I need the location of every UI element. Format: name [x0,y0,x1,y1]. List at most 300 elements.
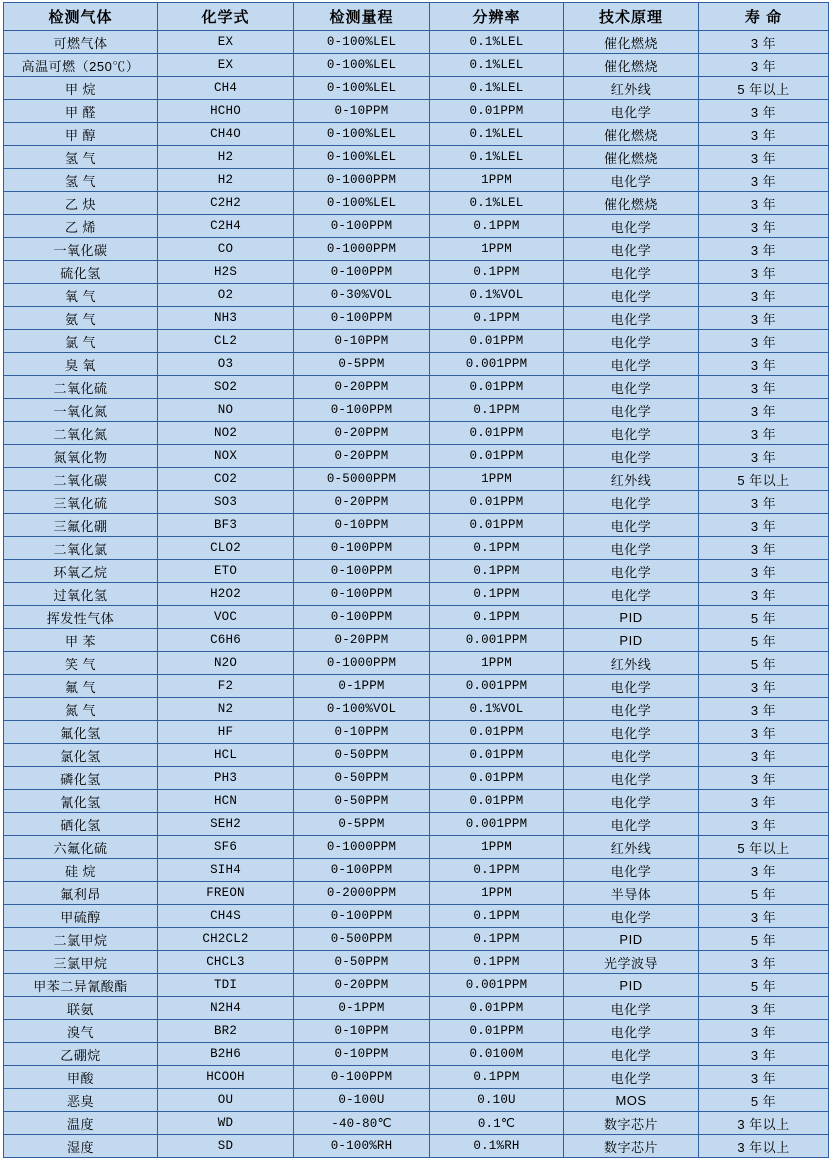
cell-gas: 笑 气 [4,652,158,675]
cell-resolution: 0.1PPM [430,905,564,928]
cell-resolution: 0.1%LEL [430,31,564,54]
cell-principle: 催化燃烧 [564,123,699,146]
cell-lifetime: 3 年 [699,169,829,192]
cell-lifetime: 3 年 [699,767,829,790]
cell-resolution: 0.1℃ [430,1112,564,1135]
table-row [4,238,829,261]
cell-range: 0-1000PPM [294,238,430,261]
cell-range: 0-100%LEL [294,31,430,54]
table-row [4,790,829,813]
table-row [4,169,829,192]
table-header-row [4,3,829,31]
cell-lifetime: 3 年 [699,376,829,399]
table-row [4,882,829,905]
cell-formula: HCL [158,744,294,767]
cell-formula: O3 [158,353,294,376]
cell-lifetime: 3 年 [699,353,829,376]
cell-lifetime: 5 年 [699,882,829,905]
cell-resolution: 0.1PPM [430,560,564,583]
table-body [4,31,829,1158]
table-row [4,284,829,307]
table-row [4,54,829,77]
cell-lifetime: 3 年 [699,422,829,445]
cell-lifetime: 3 年 [699,537,829,560]
cell-formula: H2O2 [158,583,294,606]
cell-resolution: 0.1%LEL [430,77,564,100]
cell-range: 0-100PPM [294,905,430,928]
cell-lifetime: 3 年 [699,1020,829,1043]
cell-principle: 电化学 [564,721,699,744]
cell-resolution: 0.01PPM [430,330,564,353]
cell-formula: N2H4 [158,997,294,1020]
table-row [4,1089,829,1112]
cell-resolution: 0.01PPM [430,721,564,744]
cell-lifetime: 3 年 [699,813,829,836]
table-row [4,744,829,767]
cell-range: 0-50PPM [294,790,430,813]
table-row [4,629,829,652]
cell-gas: 氯 气 [4,330,158,353]
cell-principle: 电化学 [564,307,699,330]
cell-resolution: 0.1%LEL [430,146,564,169]
cell-gas: 甲 醇 [4,123,158,146]
table-row [4,698,829,721]
cell-resolution: 0.1PPM [430,606,564,629]
cell-gas: 氰化氢 [4,790,158,813]
cell-range: 0-50PPM [294,744,430,767]
cell-principle: 电化学 [564,491,699,514]
cell-formula: SF6 [158,836,294,859]
cell-principle: 电化学 [564,376,699,399]
cell-range: 0-100%LEL [294,77,430,100]
cell-lifetime: 5 年 [699,606,829,629]
cell-gas: 甲 苯 [4,629,158,652]
cell-gas: 过氧化氢 [4,583,158,606]
cell-gas: 乙 烯 [4,215,158,238]
cell-range: 0-50PPM [294,767,430,790]
cell-gas: 温度 [4,1112,158,1135]
cell-range: 0-10PPM [294,100,430,123]
table-row [4,1112,829,1135]
table-row [4,353,829,376]
column-header-formula: 化学式 [158,3,294,31]
cell-lifetime: 3 年 [699,997,829,1020]
cell-formula: SEH2 [158,813,294,836]
cell-gas: 环氧乙烷 [4,560,158,583]
cell-lifetime: 3 年以上 [699,1112,829,1135]
cell-resolution: 0.1PPM [430,859,564,882]
cell-principle: 催化燃烧 [564,31,699,54]
cell-resolution: 0.0100M [430,1043,564,1066]
cell-range: 0-100PPM [294,261,430,284]
cell-principle: 光学波导 [564,951,699,974]
table-row [4,905,829,928]
cell-resolution: 0.001PPM [430,629,564,652]
table-row [4,123,829,146]
cell-principle: 电化学 [564,698,699,721]
cell-principle: 催化燃烧 [564,54,699,77]
cell-range: 0-100PPM [294,215,430,238]
table-row [4,813,829,836]
cell-resolution: 0.1%LEL [430,54,564,77]
cell-gas: 二氧化氮 [4,422,158,445]
cell-range: 0-100%LEL [294,54,430,77]
cell-formula: BF3 [158,514,294,537]
cell-principle: 电化学 [564,790,699,813]
cell-range: 0-100PPM [294,859,430,882]
table-row [4,399,829,422]
cell-range: 0-10PPM [294,330,430,353]
cell-resolution: 0.01PPM [430,376,564,399]
cell-gas: 氢 气 [4,146,158,169]
table-row [4,100,829,123]
cell-principle: 数字芯片 [564,1135,699,1158]
cell-gas: 湿度 [4,1135,158,1158]
table-row [4,1066,829,1089]
cell-principle: 红外线 [564,77,699,100]
cell-range: 0-20PPM [294,376,430,399]
cell-resolution: 0.1PPM [430,951,564,974]
cell-formula: NO2 [158,422,294,445]
cell-formula: CH4S [158,905,294,928]
cell-lifetime: 3 年 [699,330,829,353]
cell-lifetime: 5 年 [699,1089,829,1112]
cell-lifetime: 3 年 [699,284,829,307]
cell-gas: 三氟化硼 [4,514,158,537]
cell-principle: 数字芯片 [564,1112,699,1135]
cell-lifetime: 3 年 [699,215,829,238]
cell-range: 0-20PPM [294,422,430,445]
table-row [4,1020,829,1043]
cell-formula: ETO [158,560,294,583]
cell-formula: TDI [158,974,294,997]
cell-formula: N2 [158,698,294,721]
cell-formula: WD [158,1112,294,1135]
cell-resolution: 1PPM [430,882,564,905]
cell-formula: H2S [158,261,294,284]
cell-lifetime: 3 年 [699,721,829,744]
table-row [4,514,829,537]
cell-range: 0-1000PPM [294,169,430,192]
cell-resolution: 0.1PPM [430,215,564,238]
cell-formula: HCN [158,790,294,813]
cell-resolution: 0.001PPM [430,675,564,698]
cell-formula: CO2 [158,468,294,491]
cell-formula: SD [158,1135,294,1158]
cell-formula: H2 [158,146,294,169]
cell-resolution: 1PPM [430,836,564,859]
table-row [4,675,829,698]
cell-range: 0-20PPM [294,445,430,468]
cell-principle: PID [564,629,699,652]
cell-range: 0-10PPM [294,1043,430,1066]
cell-range: 0-20PPM [294,974,430,997]
cell-gas: 联氨 [4,997,158,1020]
cell-principle: 电化学 [564,560,699,583]
cell-principle: 电化学 [564,675,699,698]
cell-gas: 甲 醛 [4,100,158,123]
cell-lifetime: 3 年 [699,560,829,583]
cell-formula: N2O [158,652,294,675]
cell-range: 0-20PPM [294,491,430,514]
table-row [4,491,829,514]
cell-gas: 挥发性气体 [4,606,158,629]
cell-gas: 甲硫醇 [4,905,158,928]
cell-formula: CLO2 [158,537,294,560]
cell-lifetime: 3 年 [699,123,829,146]
cell-lifetime: 3 年 [699,491,829,514]
cell-formula: HF [158,721,294,744]
cell-range: 0-1PPM [294,997,430,1020]
cell-gas: 氟化氢 [4,721,158,744]
cell-lifetime: 3 年 [699,445,829,468]
table-row [4,146,829,169]
cell-resolution: 0.01PPM [430,100,564,123]
table-row [4,606,829,629]
cell-resolution: 0.1PPM [430,399,564,422]
cell-lifetime: 3 年 [699,307,829,330]
cell-resolution: 0.1PPM [430,537,564,560]
table-row [4,307,829,330]
cell-gas: 乙硼烷 [4,1043,158,1066]
table-row [4,859,829,882]
cell-range: 0-1000PPM [294,652,430,675]
cell-lifetime: 3 年 [699,399,829,422]
table-row [4,951,829,974]
cell-lifetime: 3 年 [699,790,829,813]
cell-principle: 电化学 [564,100,699,123]
cell-range: 0-100PPM [294,399,430,422]
cell-formula: CL2 [158,330,294,353]
table-row [4,721,829,744]
cell-resolution: 0.01PPM [430,997,564,1020]
cell-resolution: 0.01PPM [430,790,564,813]
cell-lifetime: 3 年 [699,261,829,284]
cell-gas: 可燃气体 [4,31,158,54]
cell-gas: 硅 烷 [4,859,158,882]
cell-formula: HCHO [158,100,294,123]
cell-principle: 电化学 [564,353,699,376]
cell-lifetime: 3 年 [699,905,829,928]
table-row [4,767,829,790]
cell-resolution: 0.001PPM [430,974,564,997]
table-header [4,3,829,31]
cell-range: 0-100%LEL [294,192,430,215]
cell-lifetime: 5 年 [699,652,829,675]
cell-lifetime: 3 年 [699,238,829,261]
cell-formula: VOC [158,606,294,629]
table-row [4,560,829,583]
cell-range: 0-100PPM [294,537,430,560]
cell-principle: 电化学 [564,537,699,560]
cell-gas: 氮氧化物 [4,445,158,468]
cell-range: 0-100%VOL [294,698,430,721]
cell-resolution: 1PPM [430,169,564,192]
cell-gas: 氟利昂 [4,882,158,905]
cell-range: 0-100PPM [294,560,430,583]
cell-formula: HCOOH [158,1066,294,1089]
cell-resolution: 0.01PPM [430,491,564,514]
cell-resolution: 0.1PPM [430,583,564,606]
cell-formula: NH3 [158,307,294,330]
table-row [4,77,829,100]
cell-lifetime: 3 年 [699,192,829,215]
cell-resolution: 0.001PPM [430,813,564,836]
table-row [4,928,829,951]
cell-principle: 电化学 [564,744,699,767]
table-row [4,261,829,284]
cell-lifetime: 3 年 [699,583,829,606]
cell-principle: 红外线 [564,652,699,675]
table-row [4,445,829,468]
cell-formula: CH4 [158,77,294,100]
cell-lifetime: 3 年 [699,146,829,169]
cell-formula: C6H6 [158,629,294,652]
cell-gas: 氨 气 [4,307,158,330]
cell-lifetime: 5 年以上 [699,77,829,100]
cell-resolution: 0.1%RH [430,1135,564,1158]
cell-resolution: 0.1%VOL [430,698,564,721]
cell-principle: 电化学 [564,422,699,445]
cell-range: 0-30%VOL [294,284,430,307]
cell-lifetime: 3 年 [699,951,829,974]
cell-principle: 电化学 [564,1043,699,1066]
cell-principle: MOS [564,1089,699,1112]
cell-gas: 甲酸 [4,1066,158,1089]
cell-lifetime: 5 年 [699,928,829,951]
table-row [4,997,829,1020]
column-header-principle: 技术原理 [564,3,699,31]
cell-formula: NOX [158,445,294,468]
cell-principle: 红外线 [564,836,699,859]
cell-resolution: 1PPM [430,238,564,261]
cell-range: 0-500PPM [294,928,430,951]
cell-principle: 电化学 [564,261,699,284]
cell-formula: BR2 [158,1020,294,1043]
cell-formula: F2 [158,675,294,698]
cell-gas: 二氧化硫 [4,376,158,399]
cell-range: 0-2000PPM [294,882,430,905]
cell-gas: 恶臭 [4,1089,158,1112]
cell-range: 0-100PPM [294,583,430,606]
cell-lifetime: 3 年 [699,1066,829,1089]
cell-principle: 催化燃烧 [564,192,699,215]
cell-principle: 电化学 [564,514,699,537]
cell-formula: EX [158,54,294,77]
cell-lifetime: 3 年 [699,675,829,698]
cell-gas: 氧 气 [4,284,158,307]
cell-resolution: 1PPM [430,652,564,675]
cell-resolution: 0.01PPM [430,744,564,767]
cell-gas: 氟 气 [4,675,158,698]
cell-resolution: 0.1%LEL [430,123,564,146]
cell-resolution: 0.01PPM [430,1020,564,1043]
cell-formula: O2 [158,284,294,307]
cell-principle: PID [564,928,699,951]
cell-principle: 电化学 [564,284,699,307]
column-header-range: 检测量程 [294,3,430,31]
cell-principle: 电化学 [564,905,699,928]
cell-lifetime: 3 年 [699,514,829,537]
cell-formula: CHCL3 [158,951,294,974]
cell-lifetime: 3 年 [699,698,829,721]
table-row [4,974,829,997]
cell-gas: 六氟化硫 [4,836,158,859]
cell-resolution: 0.001PPM [430,353,564,376]
table-row [4,376,829,399]
table-row [4,215,829,238]
cell-resolution: 0.01PPM [430,445,564,468]
cell-formula: CO [158,238,294,261]
cell-gas: 二氧化氯 [4,537,158,560]
cell-range: 0-1000PPM [294,836,430,859]
cell-principle: 电化学 [564,330,699,353]
cell-principle: PID [564,606,699,629]
cell-formula: PH3 [158,767,294,790]
cell-lifetime: 3 年 [699,54,829,77]
cell-range: 0-50PPM [294,951,430,974]
cell-principle: PID [564,974,699,997]
cell-formula: SO3 [158,491,294,514]
cell-gas: 氢 气 [4,169,158,192]
cell-lifetime: 5 年 [699,974,829,997]
cell-principle: 半导体 [564,882,699,905]
cell-range: -40-80℃ [294,1112,430,1135]
cell-formula: OU [158,1089,294,1112]
cell-range: 0-10PPM [294,1020,430,1043]
cell-principle: 电化学 [564,1066,699,1089]
table-row [4,583,829,606]
cell-gas: 溴气 [4,1020,158,1043]
cell-lifetime: 5 年以上 [699,836,829,859]
cell-gas: 磷化氢 [4,767,158,790]
cell-principle: 电化学 [564,859,699,882]
column-header-lifetime: 寿 命 [699,3,829,31]
cell-resolution: 0.01PPM [430,514,564,537]
cell-lifetime: 3 年 [699,100,829,123]
cell-range: 0-100PPM [294,307,430,330]
cell-range: 0-10PPM [294,721,430,744]
cell-lifetime: 3 年 [699,31,829,54]
cell-resolution: 0.1PPM [430,1066,564,1089]
cell-gas: 乙 炔 [4,192,158,215]
table-row [4,192,829,215]
cell-range: 0-20PPM [294,629,430,652]
cell-resolution: 0.1PPM [430,307,564,330]
cell-range: 0-100%LEL [294,146,430,169]
cell-principle: 电化学 [564,997,699,1020]
cell-gas: 臭 氧 [4,353,158,376]
cell-principle: 电化学 [564,445,699,468]
cell-lifetime: 5 年 [699,629,829,652]
cell-gas: 硒化氢 [4,813,158,836]
cell-resolution: 0.1%LEL [430,192,564,215]
cell-formula: CH2CL2 [158,928,294,951]
cell-resolution: 1PPM [430,468,564,491]
cell-resolution: 0.01PPM [430,422,564,445]
cell-principle: 红外线 [564,468,699,491]
gas-sensor-spec-table [3,2,829,1158]
column-header-gas: 检测气体 [4,3,158,31]
cell-resolution: 0.10U [430,1089,564,1112]
cell-principle: 电化学 [564,1020,699,1043]
cell-range: 0-5PPM [294,813,430,836]
cell-principle: 电化学 [564,813,699,836]
cell-gas: 氯化氢 [4,744,158,767]
table-row [4,468,829,491]
cell-gas: 一氧化碳 [4,238,158,261]
cell-range: 0-5000PPM [294,468,430,491]
